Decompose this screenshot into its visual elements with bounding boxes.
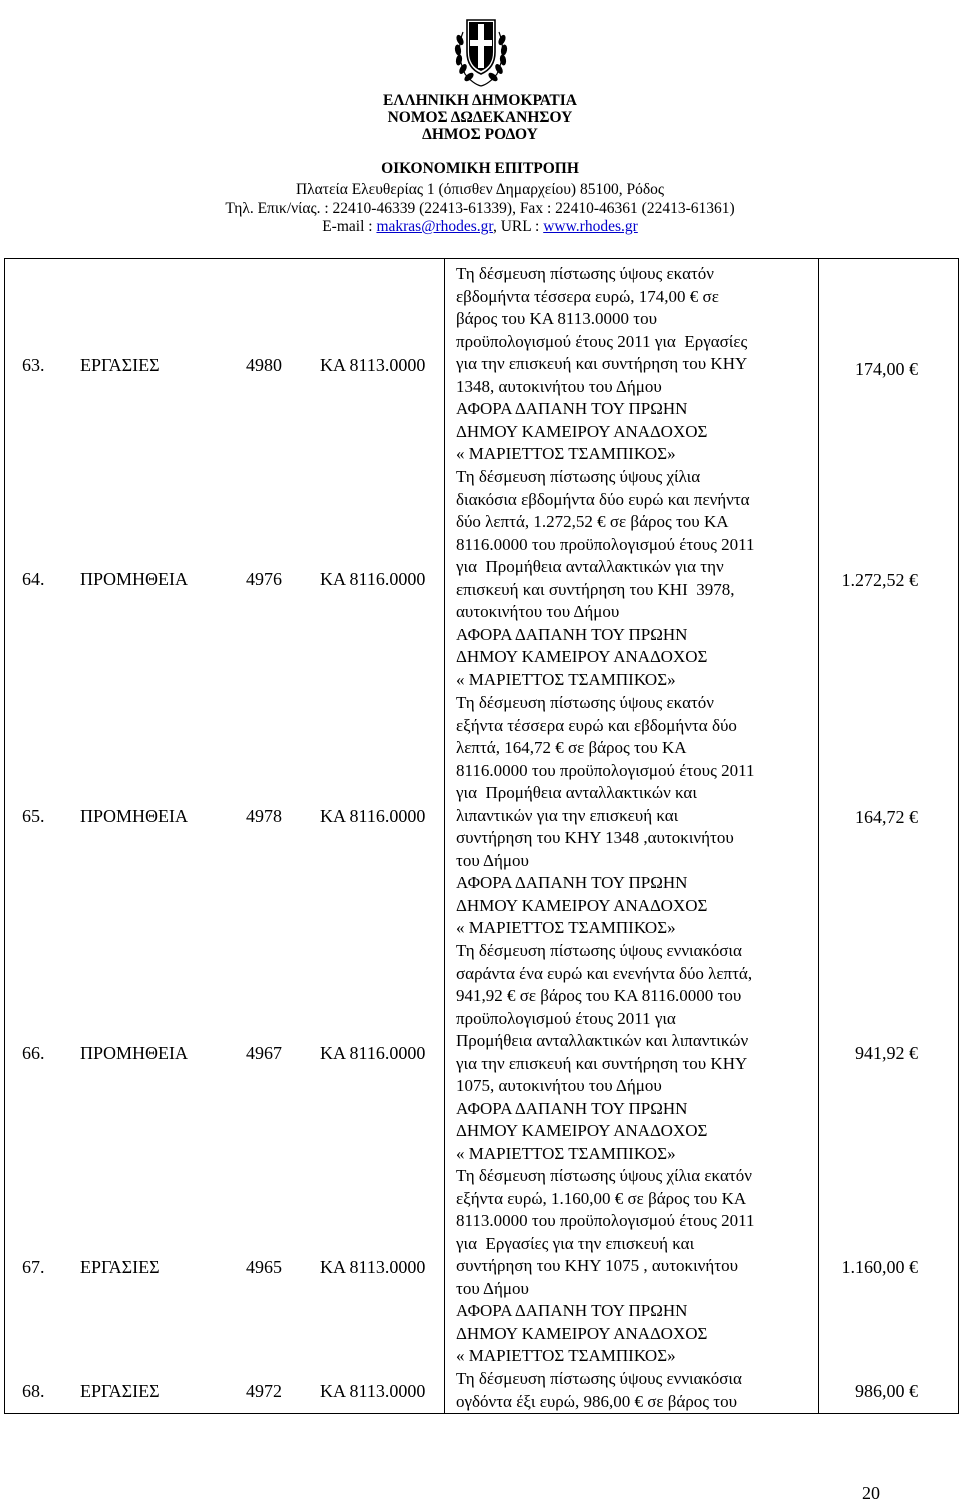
row-type: ΠΡΟΜΗΘΕΙΑ bbox=[80, 806, 188, 826]
header-municipality: ΔΗΜΟΣ ΡΟΔΟΥ bbox=[422, 126, 538, 143]
column-divider-right bbox=[818, 259, 819, 1413]
row-description: Τη δέσμευση πίστωσης ύψους εκατόν εβδομήντα τέσσερα ευρώ, 174,00 € σε βάρος του ΚΑ 8113.0000 του προϋπολογισμού έτους 2011 για Εργασίες για την επισκευή και συντήρηση του ΚΗΥ 1348, αυτοκινήτου του Δήμου ΑΦΟΡΑ ΔΑΠΑΝΗ ΤΟΥ ΠΡΩΗΝ ΔΗΜΟΥ ΚΑΜΕΙΡΟΥ ΑΝΑΔΟΧΟΣ « ΜΑΡΙΕΤΤΟΣ ΤΣΑΜΠΙΚΟΣ» bbox=[456, 264, 748, 463]
row-description: Τη δέσμευση πίστωσης ύψους εκατόν εξήντα τέσσερα ευρώ και εβδομήντα δύο λεπτά, 164,72 € σε βάρος του ΚΑ 8116.0000 του προϋπολογισμού έτους 2011 για Προμήθεια ανταλλακτικών και λιπαντικών για την επισκευή και συντήρηση του ΚΗΥ 1348 ,αυτοκινήτου του Δήμου ΑΦΟΡΑ ΔΑΠΑΝΗ ΤΟΥ ΠΡΩΗΝ ΔΗΜΟΥ ΚΑΜΕΙΡΟΥ ΑΝΑΔΟΧΟΣ « ΜΑΡΙΕΤΤΟΣ ΤΣΑΜΠΙΚΟΣ» bbox=[456, 693, 755, 937]
row-number: 66. bbox=[22, 1043, 45, 1063]
row-amount: 174,00 € bbox=[855, 359, 918, 379]
row-number: 63. bbox=[22, 355, 45, 375]
row-number: 67. bbox=[22, 1257, 45, 1277]
row-code: 4972 bbox=[246, 1381, 282, 1401]
row-ka: ΚΑ 8116.0000 bbox=[320, 569, 426, 589]
commitments-table bbox=[4, 258, 959, 1414]
row-amount: 1.272,52 € bbox=[841, 570, 918, 590]
header-committee: ΟΙΚΟΝΟΜΙΚΗ ΕΠΙΤΡΟΠΗ bbox=[381, 160, 579, 177]
header-phones: Τηλ. Επικ/νίας. : 22410-46339 (22413-61339), Fax : 22410-46361 (22413-61361) bbox=[225, 200, 735, 217]
header-republic: ΕΛΛΗΝΙΚΗ ΔΗΜΟΚΡΑΤΙΑ bbox=[383, 92, 577, 109]
row-code: 4980 bbox=[246, 355, 282, 375]
greek-coat-of-arms-icon bbox=[451, 12, 511, 90]
row-type: ΠΡΟΜΗΘΕΙΑ bbox=[80, 569, 188, 589]
website-link[interactable]: www.rhodes.gr bbox=[543, 218, 638, 235]
row-code: 4976 bbox=[246, 569, 282, 589]
row-ka: ΚΑ 8116.0000 bbox=[320, 1043, 426, 1063]
row-amount: 941,92 € bbox=[855, 1043, 918, 1063]
row-type: ΕΡΓΑΣΙΕΣ bbox=[80, 1381, 160, 1401]
row-amount: 1.160,00 € bbox=[841, 1257, 918, 1277]
row-number: 68. bbox=[22, 1381, 45, 1401]
row-type: ΠΡΟΜΗΘΕΙΑ bbox=[80, 1043, 188, 1063]
row-description: Τη δέσμευση πίστωσης ύψους εννιακόσια ογδόντα έξι ευρώ, 986,00 € σε βάρος του bbox=[456, 1369, 742, 1411]
row-type: ΕΡΓΑΣΙΕΣ bbox=[80, 355, 160, 375]
row-amount: 164,72 € bbox=[855, 807, 918, 827]
row-code: 4965 bbox=[246, 1257, 282, 1277]
row-ka: ΚΑ 8113.0000 bbox=[320, 1257, 426, 1277]
row-ka: ΚΑ 8113.0000 bbox=[320, 355, 426, 375]
email-label: E-mail : bbox=[322, 218, 377, 235]
row-description: Τη δέσμευση πίστωσης ύψους χίλια εκατόν εξήντα ευρώ, 1.160,00 € σε βάρος του ΚΑ 8113.0000 του προϋπολογισμού έτους 2011 για Εργασίες για την επισκευή και συντήρηση του ΚΗΥ 1075 , αυτοκινήτου του Δήμου ΑΦΟΡΑ ΔΑΠΑΝΗ ΤΟΥ ΠΡΩΗΝ ΔΗΜΟΥ ΚΑΜΕΙΡΟΥ ΑΝΑΔΟΧΟΣ « ΜΑΡΙΕΤΤΟΣ ΤΣΑΜΠΙΚΟΣ» bbox=[456, 1166, 755, 1365]
row-ka: ΚΑ 8113.0000 bbox=[320, 1381, 426, 1401]
row-ka: ΚΑ 8116.0000 bbox=[320, 806, 426, 826]
header-prefecture: ΝΟΜΟΣ ΔΩΔΕΚΑΝΗΣΟΥ bbox=[387, 109, 573, 126]
row-description: Τη δέσμευση πίστωσης ύψους χίλια διακόσια εβδομήντα δύο ευρώ και πενήντα δύο λεπτά, 1.272,52 € σε βάρος του ΚΑ 8116.0000 του προϋπολογισμού έτους 2011 για Προμήθεια ανταλλακτικών για την επισκευή και συντήρηση του ΚΗΙ 3978, αυτοκινήτου του Δήμου ΑΦΟΡΑ ΔΑΠΑΝΗ ΤΟΥ ΠΡΩΗΝ ΔΗΜΟΥ ΚΑΜΕΙΡΟΥ ΑΝΑΔΟΧΟΣ « ΜΑΡΙΕΤΤΟΣ ΤΣΑΜΠΙΚΟΣ» bbox=[456, 467, 755, 689]
row-type: ΕΡΓΑΣΙΕΣ bbox=[80, 1257, 160, 1277]
email-link[interactable]: makras@rhodes.gr bbox=[376, 218, 493, 235]
column-divider-left bbox=[444, 259, 445, 1413]
row-number: 65. bbox=[22, 806, 45, 826]
header-address: Πλατεία Ελευθερίας 1 (όπισθεν Δημαρχείου) 85100, Ρόδος bbox=[295, 181, 665, 198]
page-number: 20 bbox=[862, 1483, 880, 1503]
row-code: 4967 bbox=[246, 1043, 282, 1063]
row-description: Τη δέσμευση πίστωσης ύψους εννιακόσια σαράντα ένα ευρώ και ενενήντα δύο λεπτά, 941,92 € σε βάρος του ΚΑ 8116.0000 του προϋπολογισμού έτους 2011 για Προμήθεια ανταλλακτικών και λιπαντικών για την επισκευή και συντήρηση του ΚΗΥ 1075, αυτοκινήτου του Δήμου ΑΦΟΡΑ ΔΑΠΑΝΗ ΤΟΥ ΠΡΩΗΝ ΔΗΜΟΥ ΚΑΜΕΙΡΟΥ ΑΝΑΔΟΧΟΣ « ΜΑΡΙΕΤΤΟΣ ΤΣΑΜΠΙΚΟΣ» bbox=[456, 941, 753, 1163]
row-number: 64. bbox=[22, 569, 45, 589]
url-label: , URL : bbox=[492, 218, 544, 235]
row-amount: 986,00 € bbox=[855, 1381, 918, 1401]
row-code: 4978 bbox=[246, 806, 282, 826]
header-contact bbox=[0, 217, 960, 237]
